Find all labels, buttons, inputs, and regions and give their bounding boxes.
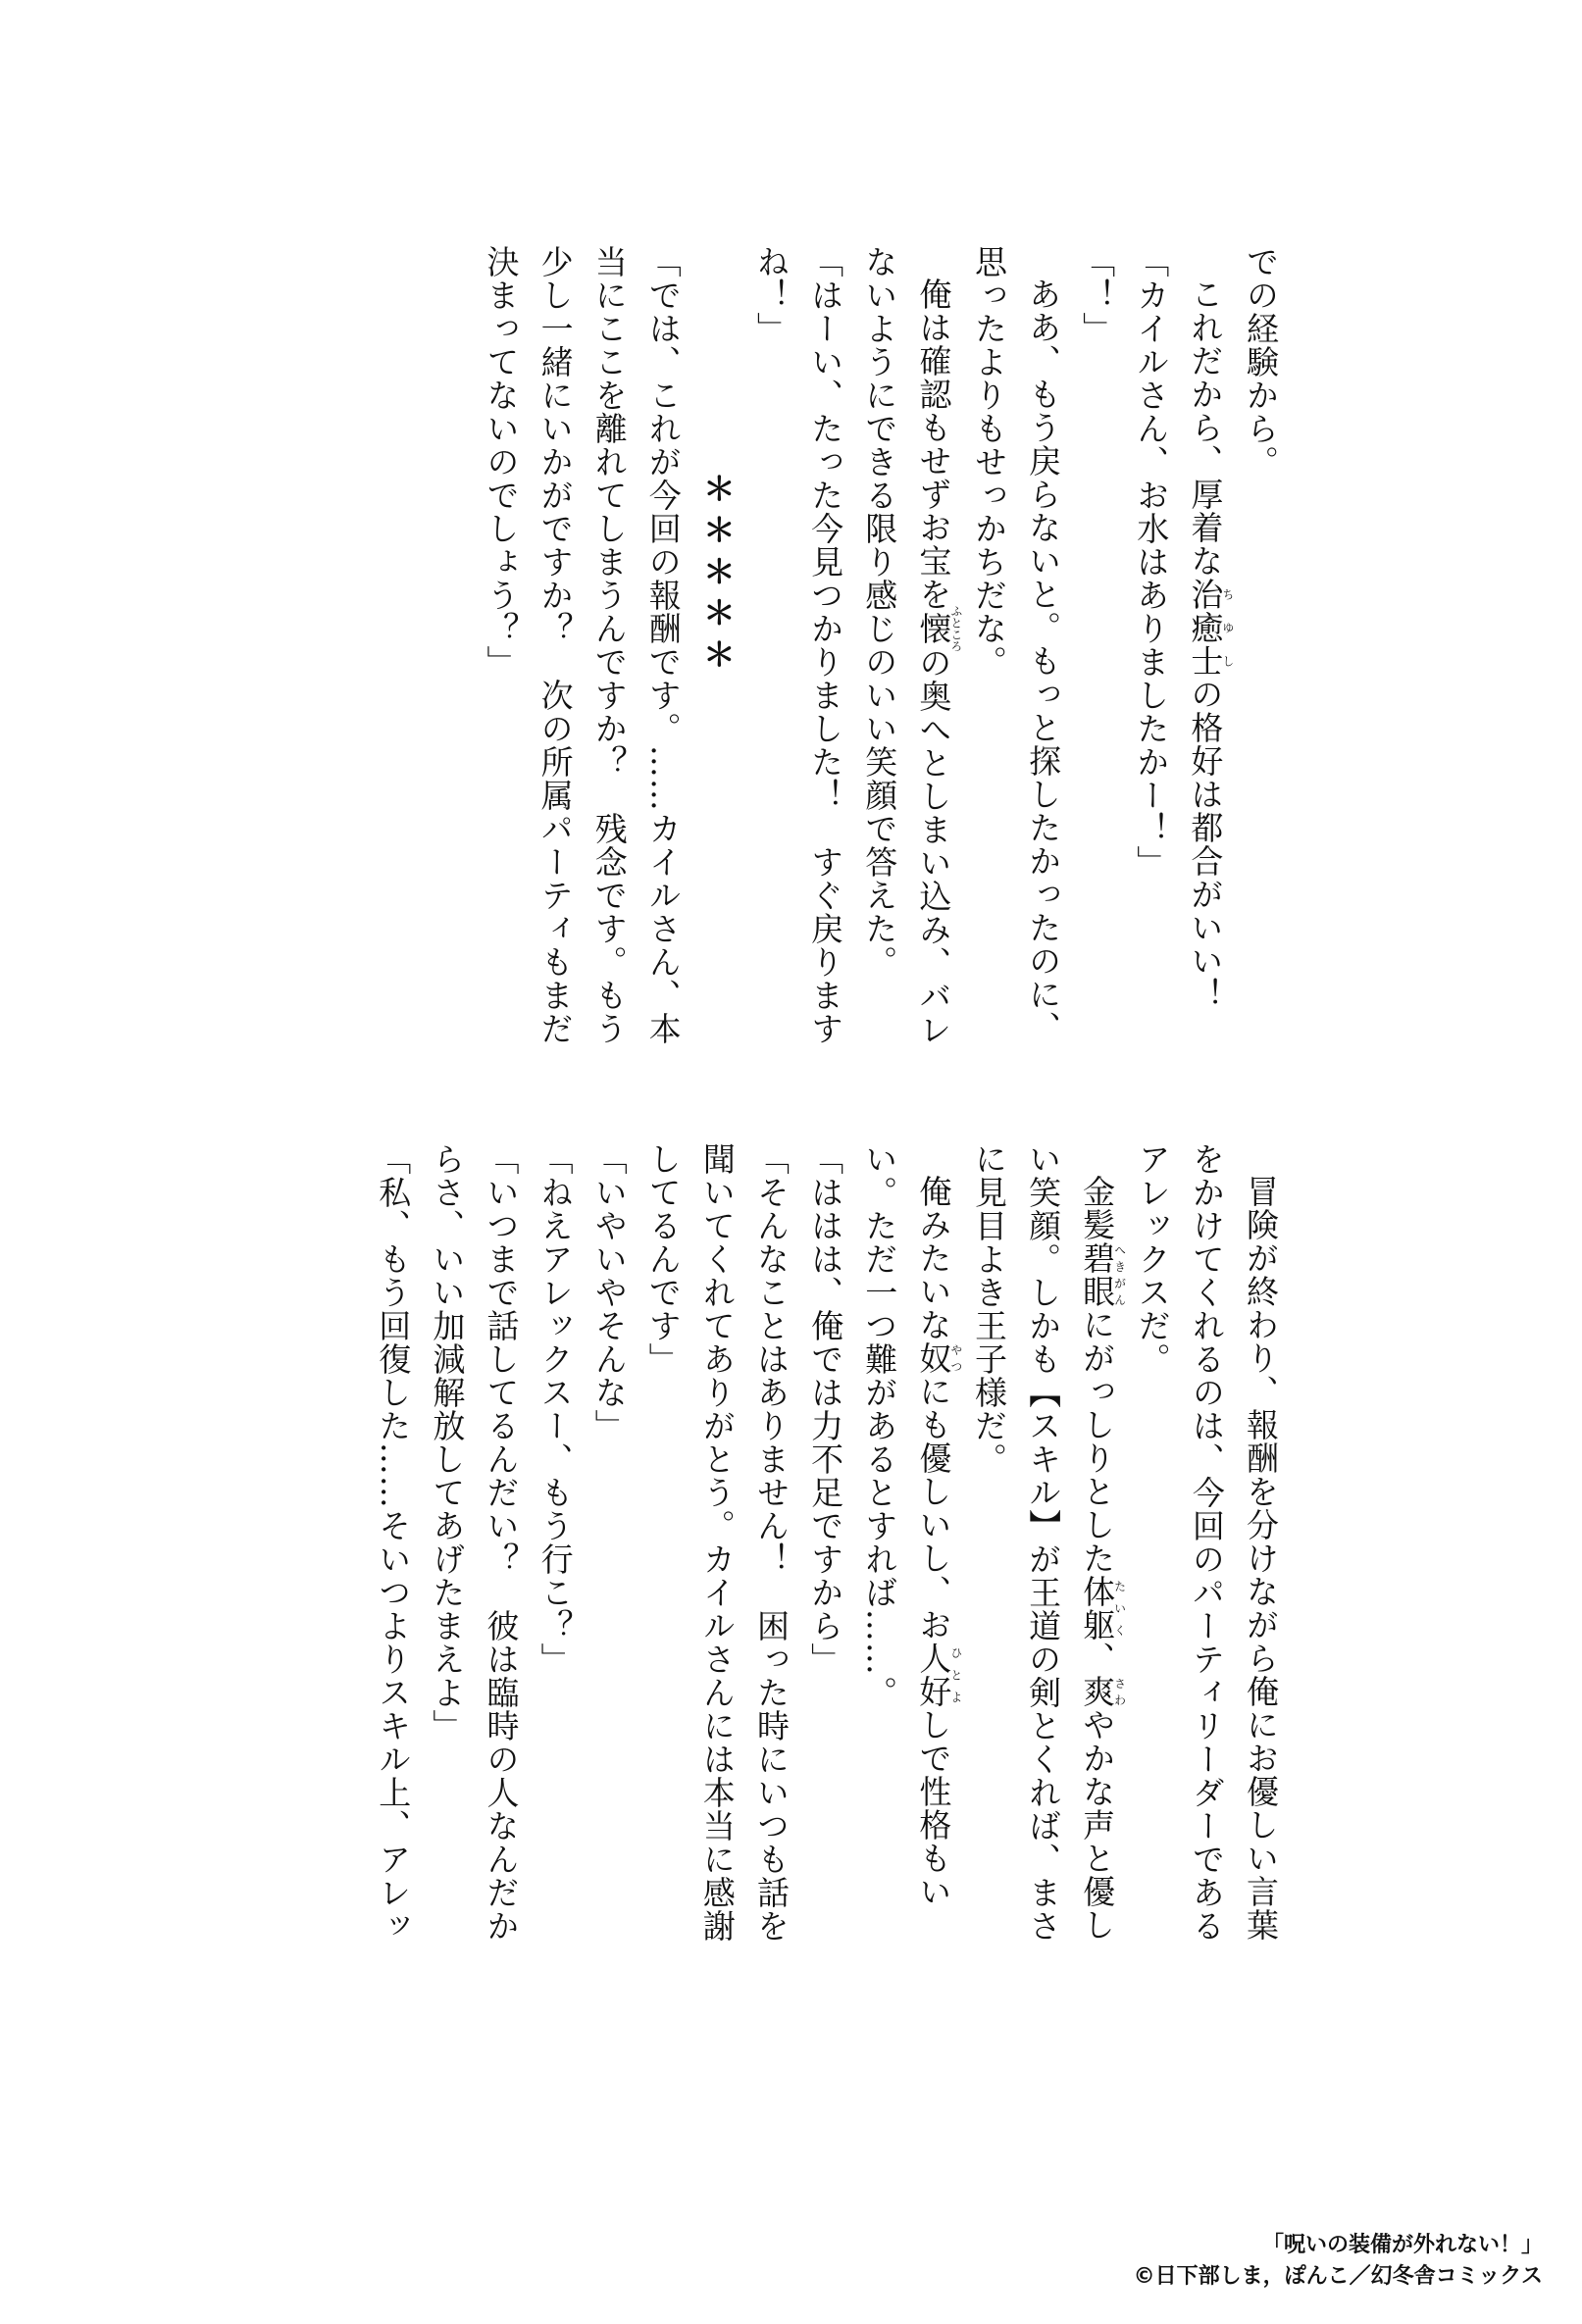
furigana-reading: さわ [1112,1674,1127,1708]
scene-separator: ＊＊＊＊＊ [697,472,737,680]
credit-title: 「呪いの装備が外れない！」 [1261,2233,1543,2258]
paragraph-0: 冒険が終わり、報酬を分けながら俺にお優しい言葉をかけてくれるのは、今回のパーティリーダーであるアレックスだ。 [1133,1142,1280,1943]
dialogue-line: 「！」 [1078,245,1117,345]
dialogue-line: 「カイルさん、お水はありましたかー！」 [1132,245,1171,879]
furigana: 懐ふところ [914,604,963,652]
credit-copyright: ©日下部しま，ぽんこ／幻冬舎コミックス [1133,2264,1543,2290]
paragraph-4: ああ、もう戻らないと。もっと探したかったのに、思ったよりもせっかちだな。 [969,245,1063,1044]
paragraph-5: 俺は確認もせずお宝を懐ふところの奥へとしまい込み、バレないようにできる限り感じのいい笑顔で答えた。 [860,245,963,1046]
furigana: 体躯たいく [1078,1574,1127,1642]
paragraph-1: これだから、厚着な治癒士ちゆしの格好は都合がいい！ [1186,278,1235,1011]
furigana: 治癒士ちゆし [1186,577,1235,678]
furigana-reading: へきがん [1112,1240,1127,1308]
dialogue-line: 「では、これが今回の報酬です。……カイルさん、本当にここを離れてしまうんですか？ 残念です。もう少し一緒にいかがですか？ 次の所属パーティもまだ決まってないのでしょう？」 [482,245,683,1045]
furigana-reading: ちゆし [1220,577,1235,678]
furigana-reading: ふところ [948,604,963,652]
furigana: 奴やつ [914,1340,963,1375]
furigana: 碧眼へきがん [1078,1240,1127,1308]
dialogue-line: 「そんなことはありません！ 困った時にいつも話を聞いてくれてありがとう。カイルさんには本当に感謝してるんです」 [643,1142,791,1943]
dialogue-line: 「ねえアレックスー、もう行こ？」 [536,1142,575,1676]
paragraph-2: 俺みたいな奴やつにも優しいし、お人好ひとよしで性格もいい。ただ一つ難があるとすれば……。 [860,1142,963,1908]
furigana-reading: やつ [948,1340,963,1375]
paragraph-0: での経験から。 [1242,245,1280,479]
furigana: 爽さわ [1078,1674,1127,1708]
text-block-top [268,245,1288,1069]
dialogue-line: 「いやいやそんな」 [589,1142,629,1442]
furigana-reading: ひとよ [948,1641,963,1708]
paragraph-1: 金髪碧眼へきがんにがっしりとした体躯たいく、爽さわやかな声と優しい笑顔。しかも【スキル】が王道の剣とくれば、まさに見目よき王子様だ。 [969,1142,1127,1943]
dialogue-line: 「ははは、俺では力不足ですから」 [806,1142,845,1676]
credit [1134,2230,1543,2293]
dialogue-line: 「私、もう回復した……そいつよりスキル上、アレッ [374,1142,413,1943]
text-block-bottom [268,1142,1288,1966]
dialogue-line: 「はーい、たった今見つかりました！ すぐ戻りますね！」 [752,245,845,1045]
dialogue-line: 「いつまで話してるんだい？ 彼は臨時の人なんだからさ、いい加減解放してあげたまえよ」 [428,1142,521,1943]
furigana: 人好ひとよ [914,1641,963,1708]
furigana-reading: たいく [1112,1574,1127,1642]
